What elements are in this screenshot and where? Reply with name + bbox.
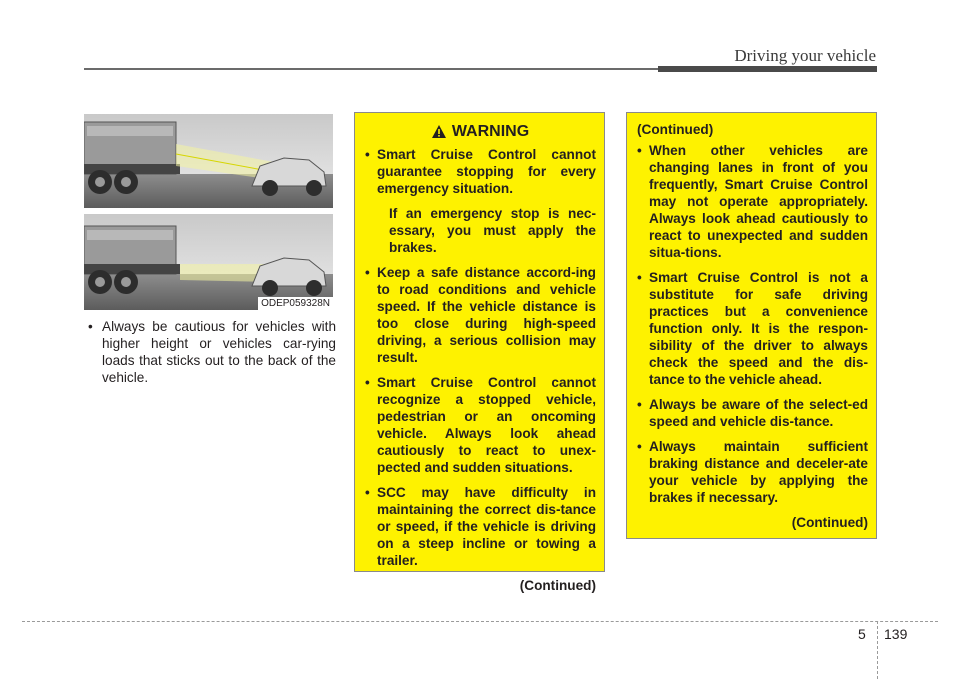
warning-item-text: Always be aware of the select-ed speed and vehicle dis-tance. (649, 397, 868, 429)
page-header-title: Driving your vehicle (734, 46, 876, 65)
warning-item (637, 438, 868, 506)
warning-item (637, 142, 868, 261)
continued-label: (Continued) (519, 578, 596, 593)
bullet-icon: • (365, 485, 370, 500)
warning-item-text: When other vehicles are changing lanes in front of you frequently, Smart Cruise Control may not operate appropriately. Always look ahead cautiously to react to unexpected and sudden situa-tions. (649, 143, 868, 260)
bullet-icon: • (88, 319, 93, 334)
illustration-figure (84, 114, 333, 310)
bullet-icon: • (637, 439, 642, 454)
warning-continued-box (626, 112, 877, 539)
bullet-icon: • (365, 375, 370, 390)
warning-item-text: Smart Cruise Control cannot recognize a stopped vehicle, pedestrian or an oncoming vehicle. Always look ahead cautiously to react to unex-pected and sudden situations. (377, 375, 596, 475)
bullet-icon: • (637, 143, 642, 158)
warning-item (365, 146, 596, 256)
footer-rule (22, 621, 938, 622)
footer-divider (877, 621, 878, 679)
warning-item-text: Keep a safe distance accord-ing to road conditions and vehicle speed. If the vehicle distance is too close during high-speed driving, a serious collision may result. (377, 265, 596, 365)
header-rule-accent (658, 66, 877, 72)
caution-bullet: Always be cautious for vehicles with higher height or vehicles car-rying loads that sticks out to the back of the vehicle. (102, 319, 336, 385)
page-number: 139 (884, 626, 908, 642)
warning-item (365, 374, 596, 476)
warning-item-text: Smart Cruise Control is not a substitute for safe driving practices but a convenience function only. It is the respon-sibility of the driver to always check the speed and the dis-tance to the vehicle ahead. (649, 270, 868, 387)
warning-item (637, 269, 868, 388)
warning-triangle-icon (432, 125, 446, 138)
warning-item-text: Always maintain sufficient braking distance and deceler-ate your vehicle by applying the brakes if necessary. (649, 439, 868, 505)
bullet-icon: • (365, 147, 370, 162)
warning-item-subtext: If an emergency stop is nec-essary, you must apply the brakes. (389, 206, 596, 255)
warning-item-text: Smart Cruise Control cannot guarantee stopping for every emergency situation. (377, 147, 596, 196)
warning-heading: WARNING (451, 123, 530, 140)
continued-top-label: (Continued) (637, 122, 714, 137)
chapter-number: 5 (858, 626, 866, 642)
continued-bottom-label: (Continued) (791, 515, 868, 530)
bullet-icon: • (365, 265, 370, 280)
warning-item-text: SCC may have difficulty in maintaining the correct dis-tance or speed, if the vehicle is driving on a steep incline or towing a trailer. (377, 485, 596, 568)
warning-item (637, 396, 868, 430)
truck-and-car-illustration (84, 114, 333, 310)
warning-box (354, 112, 605, 593)
figure-code: ODEP059328N (258, 297, 333, 310)
bullet-icon: • (637, 270, 642, 285)
bullet-icon: • (637, 397, 642, 412)
caution-text (84, 318, 336, 386)
warning-item (365, 484, 596, 569)
warning-item (365, 264, 596, 366)
